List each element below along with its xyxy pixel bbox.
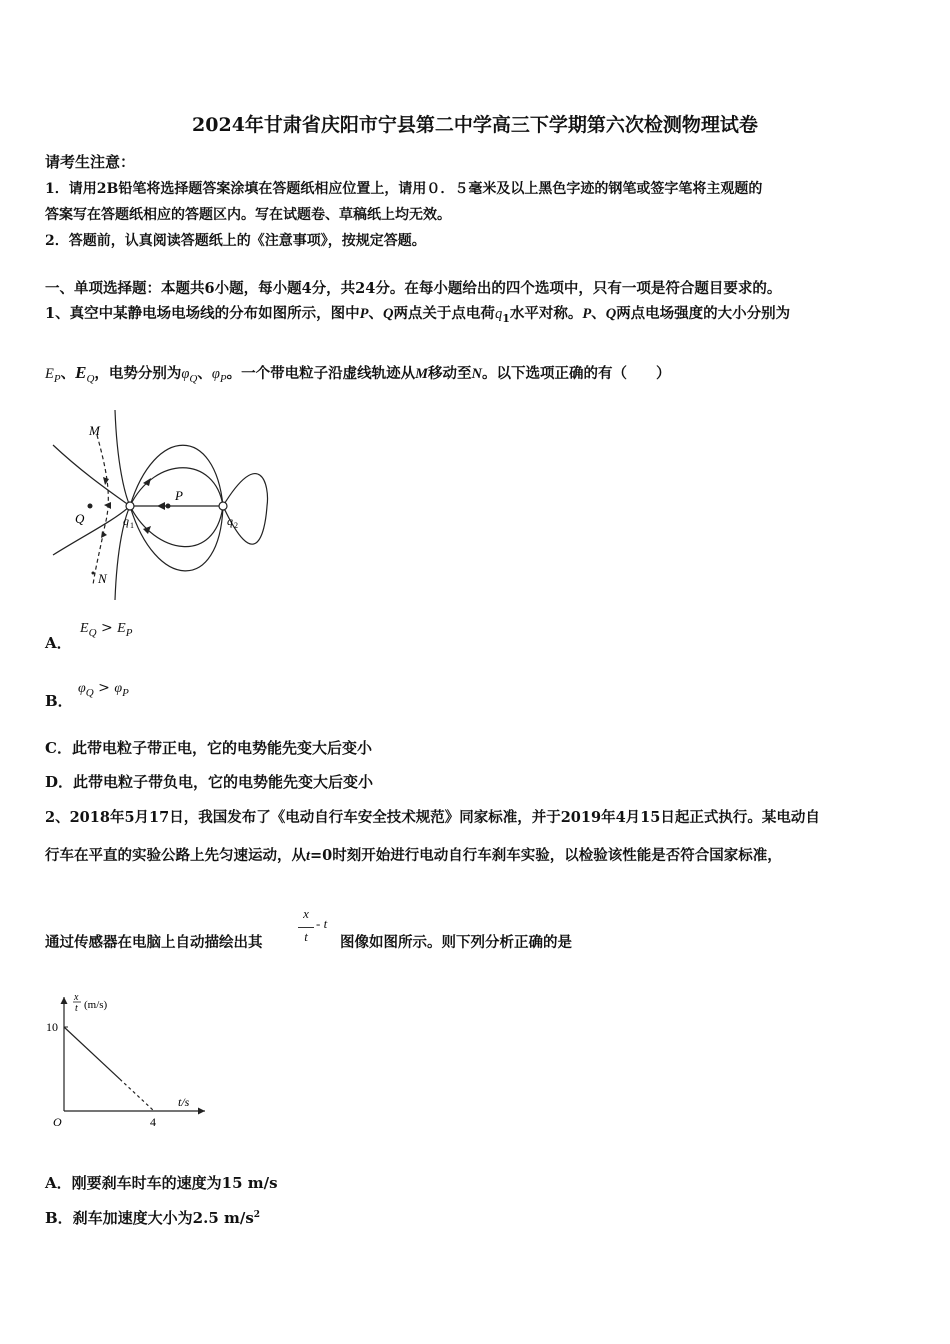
notice-line-2: 答案写在答题纸相应的答题区内。写在试题卷、草稿纸上均无效。 — [45, 207, 451, 223]
frac-bar — [298, 927, 314, 928]
q1-stem-line-2: $E_P$、$E_Q$，电势分别为$\varphi_Q$、$\varphi_P$。一个带电粒子沿虚线轨迹从M移动至N。以下选项正确的有（ ） — [45, 363, 671, 385]
fig-label-n: N — [98, 571, 107, 586]
q2-option-b: B．刹车加速度大小为2.5 $m/s^2$ — [45, 1209, 261, 1227]
data-line-solid — [64, 1027, 120, 1079]
q1-option-b-math: $\varphi_Q > \varphi_P$ — [78, 680, 129, 699]
q1-point-p: P — [359, 306, 369, 322]
fig-label-p: P — [175, 488, 183, 503]
q1-text: 、 — [368, 305, 383, 322]
fig-label-q: Q — [75, 511, 85, 526]
y-label-num: x — [74, 992, 79, 1003]
fig-label-m: M — [89, 423, 100, 438]
y-label-den: t — [75, 1003, 78, 1014]
fig-label-q1: q — [123, 514, 129, 528]
y-tick-label: 10 — [46, 1020, 58, 1034]
q1-point-q: Q — [382, 306, 394, 322]
math-phi-q: φ — [181, 366, 190, 382]
q1-text: 两点关于点电荷 — [393, 305, 495, 322]
page-title: 2024年甘肃省庆阳市宁县第二中学高三下学期第六次检测物理试卷 — [192, 114, 758, 136]
xt-graph — [40, 985, 220, 1135]
x-tick-label: 4 — [150, 1115, 156, 1129]
dash-t: - t — [316, 916, 328, 931]
q2-stem-line-3-a: 通过传感器在电脑上自动描绘出其 — [45, 934, 263, 951]
notice-line-1: 1．请用2B铅笔将选择题答案涂填在答题纸相应位置上，请用０．５毫米及以上黑色字迹的钢笔或签字笔将主观题的 — [45, 181, 763, 197]
q1-text: 1、真空中某静电场电场线的分布如图所示，图中 — [45, 305, 360, 322]
q1-text: 两点电场强度的大小分别为 — [616, 305, 791, 322]
math-phi-p: φ — [211, 366, 220, 382]
q1-charge-sub: 1 — [502, 311, 510, 325]
q1-charge: q — [494, 306, 503, 322]
frac-num: x — [303, 906, 309, 921]
x-label: t/s — [178, 1095, 190, 1109]
origin-label: O — [53, 1115, 62, 1129]
q2-option-a: A．刚要刹车时车的速度为15 m/s — [45, 1174, 278, 1192]
math-e-q: E — [75, 363, 87, 382]
q1-option-a: A． — [45, 634, 72, 652]
q2-stem-line-3-b: 图像如图所示。则下列分析正确的是 — [340, 934, 572, 951]
q1-option-b: B． — [45, 692, 73, 710]
y-unit: (m/s) — [84, 999, 108, 1011]
q1-option-d: D．此带电粒子带负电，它的电势能先变大后变小 — [45, 773, 374, 791]
notice-heading: 请考生注意： — [45, 153, 136, 171]
q1-text: 水平对称。 — [509, 305, 583, 322]
notice-line-3: 2．答题前，认真阅读答题纸上的《注意事项》，按规定答题。 — [45, 233, 426, 249]
data-line-dashed — [120, 1079, 154, 1111]
q1-point-p: P — [582, 306, 592, 322]
fig-label-q2-sub: 2 — [234, 521, 238, 530]
q1-stem-line-1 — [45, 302, 790, 325]
fig-label-q2: q — [227, 514, 233, 528]
q1-option-c: C．此带电粒子带正电，它的电势能先变大后变小 — [45, 739, 372, 757]
field-lines-figure — [45, 405, 275, 605]
q1-option-a-math: $E_Q > E_P$ — [80, 620, 133, 639]
q1-point-q: Q — [605, 306, 617, 322]
q1-text: 、 — [591, 305, 606, 322]
q2-stem-line-2: 行车在平直的实验公路上先匀速运动，从t=0时刻开始进行电动自行车刹车实验，以检验该性能是否符合国家标准， — [45, 847, 782, 864]
frac-den: t — [304, 929, 308, 944]
q2-stem-line-1: 2、2018年5月17日，我国发布了《电动自行车安全技术规范》同家标准，并于2019年4月15日起正式执行。某电动自 — [45, 809, 820, 826]
fig-label-q1-sub: 1 — [130, 521, 134, 530]
math-e-p: E — [45, 366, 54, 382]
section-heading: 一、单项选择题：本题共6小题，每小题4分，共24分。在每小题给出的四个选项中，只有一项是符合题目要求的。 — [45, 280, 782, 297]
